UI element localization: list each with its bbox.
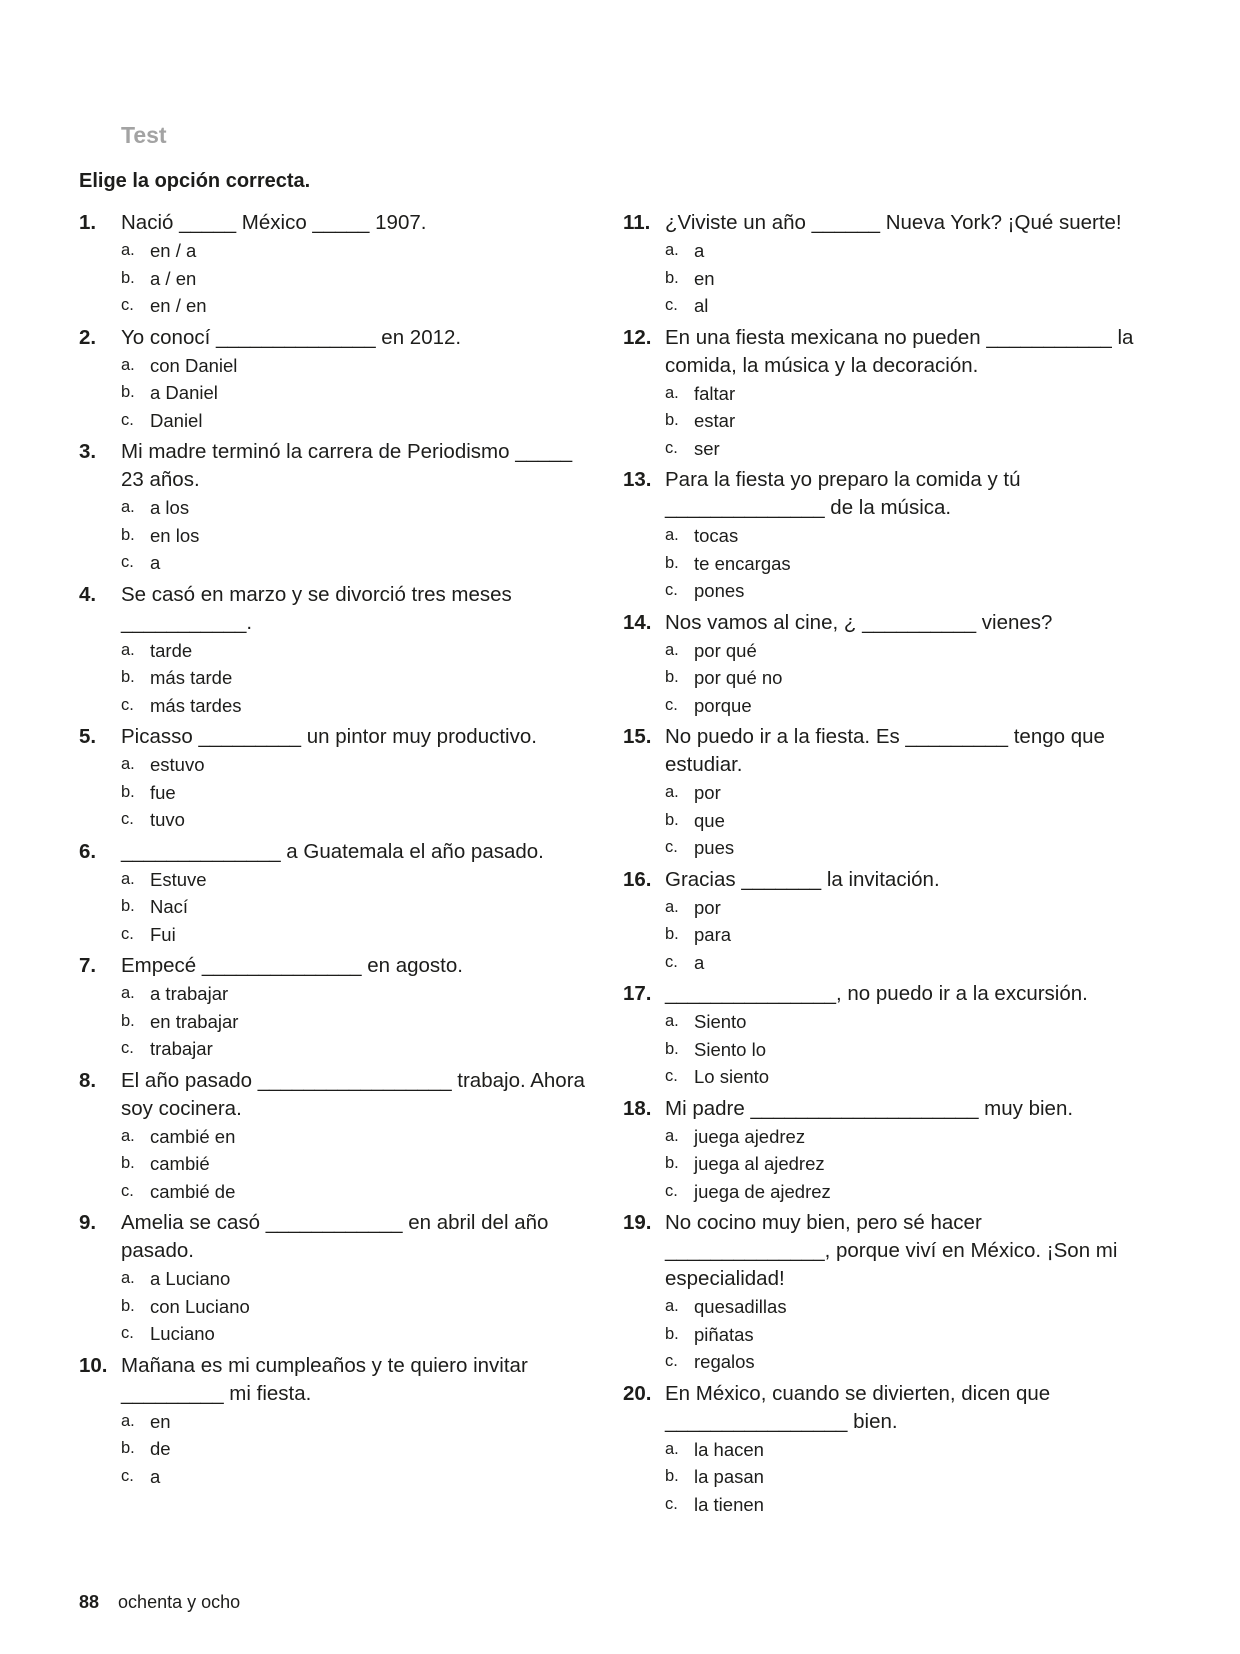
option-text: con Luciano xyxy=(150,1295,250,1317)
answer-option xyxy=(121,1178,599,1206)
option-letter: c. xyxy=(121,1466,134,1485)
question-text: Yo conocí ______________ en 2012. xyxy=(121,325,462,349)
answer-option xyxy=(121,237,599,265)
question-text: Amelia se casó ____________ en abril del año pasado. xyxy=(121,1211,549,1262)
option-text: Estuve xyxy=(150,868,207,890)
option-letter: c. xyxy=(665,581,678,599)
option-letter: a. xyxy=(121,498,135,516)
option-letter: a. xyxy=(121,1411,135,1430)
option-text: a trabajar xyxy=(150,983,229,1004)
option-text: pues xyxy=(694,837,735,858)
option-letter: b. xyxy=(121,897,135,915)
option-letter: b. xyxy=(665,268,679,287)
answer-option xyxy=(665,380,1143,408)
option-text: la hacen xyxy=(694,1438,764,1460)
answer-option xyxy=(665,1150,1143,1178)
answer-option xyxy=(121,1123,599,1151)
answer-option xyxy=(665,1036,1143,1064)
option-letter: b. xyxy=(665,1039,679,1058)
option-letter: a. xyxy=(665,640,679,659)
question-number: 11. xyxy=(623,211,651,234)
option-letter: c. xyxy=(665,296,678,314)
option-text: Siento lo xyxy=(694,1038,766,1060)
question-number: 19. xyxy=(623,1211,652,1234)
answer-option xyxy=(665,949,1143,977)
question-item xyxy=(623,1209,1143,1376)
question-item xyxy=(623,723,1143,862)
option-letter: a. xyxy=(121,640,135,659)
option-letter: b. xyxy=(665,1467,679,1485)
question-number: 17. xyxy=(623,982,652,1005)
option-letter: c. xyxy=(665,838,678,856)
question-text: _______________, no puedo ir a la excursión. xyxy=(665,982,1088,1005)
option-text: por xyxy=(694,782,721,803)
question-item xyxy=(623,609,1143,720)
option-text: Fui xyxy=(150,923,176,945)
answer-options xyxy=(665,779,1143,862)
answer-option xyxy=(665,921,1143,949)
option-text: cambié en xyxy=(150,1125,236,1147)
question-text: Se casó en marzo y se divorció tres meses ___________. xyxy=(121,582,512,634)
option-letter: a. xyxy=(665,1297,679,1315)
answer-options xyxy=(121,1123,599,1206)
answer-option xyxy=(665,779,1143,807)
question-number: 10. xyxy=(79,1353,108,1377)
answer-options xyxy=(665,380,1143,463)
option-letter: b. xyxy=(121,1439,135,1457)
answer-option xyxy=(665,1008,1143,1036)
questions-column-left xyxy=(79,209,599,1494)
question-number: 1. xyxy=(79,211,97,234)
page-number-words: ochenta y ocho xyxy=(118,1592,241,1612)
option-letter: a. xyxy=(665,383,679,402)
answer-option xyxy=(665,1436,1143,1464)
question-number: 7. xyxy=(79,954,97,977)
answer-option xyxy=(121,751,599,779)
option-text: por xyxy=(694,896,721,918)
option-letter: b. xyxy=(121,383,135,401)
question-number: 20. xyxy=(623,1381,652,1405)
question-item xyxy=(623,1380,1143,1519)
answer-option xyxy=(121,1035,599,1063)
answer-option xyxy=(121,664,599,692)
answer-options xyxy=(121,980,599,1063)
answer-option xyxy=(665,834,1143,862)
option-letter: c. xyxy=(121,410,134,429)
option-text: tarde xyxy=(150,639,193,661)
option-letter: c. xyxy=(121,1181,134,1200)
option-letter: a. xyxy=(665,241,679,259)
option-letter: b. xyxy=(121,525,135,544)
question-text: Mi madre terminó la carrera de Periodismo _____ 23 años. xyxy=(121,440,573,491)
answer-option xyxy=(665,1463,1143,1491)
answer-options xyxy=(665,894,1143,977)
option-text: cambié xyxy=(150,1153,210,1174)
answer-option xyxy=(665,637,1143,665)
answer-option xyxy=(665,894,1143,922)
option-letter: b. xyxy=(665,553,679,572)
answer-option xyxy=(665,807,1143,835)
option-letter: a. xyxy=(121,755,135,773)
option-letter: b. xyxy=(665,1154,679,1172)
option-letter: c. xyxy=(121,296,134,314)
question-number: 3. xyxy=(79,440,97,463)
question-number: 6. xyxy=(79,839,97,863)
option-text: juega al ajedrez xyxy=(694,1153,825,1174)
question-text: No cocino muy bien, pero sé hacer ______________, porque viví en México. ¡Son mi especialidad! xyxy=(665,1211,1118,1290)
option-text: a / en xyxy=(150,267,197,289)
answer-option xyxy=(665,292,1143,320)
option-letter: a. xyxy=(665,1126,679,1145)
question-number: 9. xyxy=(79,1211,97,1234)
option-letter: b. xyxy=(121,268,135,287)
question-text: En México, cuando se divierten, dicen que ________________ bien. xyxy=(665,1381,1051,1433)
option-text: a Daniel xyxy=(150,382,218,403)
option-letter: b. xyxy=(121,1154,135,1172)
option-letter: c. xyxy=(665,952,678,971)
question-item xyxy=(623,866,1143,977)
option-text: Daniel xyxy=(150,409,203,431)
answer-options xyxy=(665,522,1143,605)
answer-option xyxy=(121,1320,599,1348)
option-letter: a. xyxy=(665,1439,679,1458)
question-text: Nació _____ México _____ 1907. xyxy=(121,211,427,234)
question-text: Empecé ______________ en agosto. xyxy=(121,954,463,977)
option-text: por qué xyxy=(694,639,757,661)
question-text: En una fiesta mexicana no pueden ___________ la comida, la música y la decoración. xyxy=(665,325,1134,377)
option-letter: b. xyxy=(121,1296,135,1315)
answer-options xyxy=(665,1436,1143,1519)
question-number: 8. xyxy=(79,1068,97,1092)
answer-options xyxy=(121,751,599,834)
question-text: El año pasado _________________ trabajo. Ahora soy cocinera. xyxy=(121,1068,585,1120)
option-text: piñatas xyxy=(694,1323,754,1345)
answer-option xyxy=(665,237,1143,265)
option-letter: b. xyxy=(121,782,135,801)
answer-option xyxy=(121,292,599,320)
option-letter: c. xyxy=(665,438,678,457)
answer-option xyxy=(665,577,1143,605)
option-letter: c. xyxy=(121,810,134,828)
option-text: a los xyxy=(150,497,190,518)
answer-option xyxy=(121,692,599,720)
option-letter: a. xyxy=(121,1269,135,1287)
question-item xyxy=(79,838,599,949)
answer-option xyxy=(121,1293,599,1321)
answer-option xyxy=(121,1008,599,1036)
answer-option xyxy=(665,1321,1143,1349)
option-letter: c. xyxy=(121,695,134,714)
option-text: juega de ajedrez xyxy=(694,1180,831,1202)
answer-option xyxy=(665,1063,1143,1091)
option-text: regalos xyxy=(694,1351,755,1372)
option-letter: c. xyxy=(665,695,678,714)
option-text: más tardes xyxy=(150,694,242,716)
answer-options xyxy=(121,637,599,720)
option-text: pones xyxy=(694,580,745,601)
answer-option xyxy=(121,806,599,834)
question-number: 14. xyxy=(623,610,652,634)
question-item xyxy=(79,324,599,435)
question-text: ¿Viviste un año ______ Nueva York? ¡Qué suerte! xyxy=(665,211,1122,234)
answer-option xyxy=(665,407,1143,435)
option-letter: b. xyxy=(121,1011,135,1030)
answer-option xyxy=(121,779,599,807)
answer-option xyxy=(665,435,1143,463)
option-text: en los xyxy=(150,524,200,546)
option-text: más tarde xyxy=(150,667,233,688)
answer-options xyxy=(121,494,599,577)
answer-option xyxy=(121,494,599,522)
question-item xyxy=(623,1095,1143,1206)
answer-option xyxy=(665,1123,1143,1151)
answer-options xyxy=(121,352,599,435)
option-text: faltar xyxy=(694,382,736,404)
option-text: en / en xyxy=(150,295,207,316)
answer-option xyxy=(121,1408,599,1436)
answer-options xyxy=(665,1293,1143,1376)
option-text: con Daniel xyxy=(150,354,238,376)
option-text: tocas xyxy=(694,525,739,546)
answer-option xyxy=(665,1293,1143,1321)
answer-option xyxy=(121,866,599,894)
option-letter: b. xyxy=(665,668,679,686)
option-letter: c. xyxy=(121,1039,134,1057)
question-item xyxy=(79,438,599,577)
option-letter: c. xyxy=(121,1324,134,1342)
option-text: por qué no xyxy=(694,667,783,688)
option-text: que xyxy=(694,809,725,831)
answer-option xyxy=(121,522,599,550)
question-number: 5. xyxy=(79,725,97,748)
question-item xyxy=(79,209,599,320)
option-text: a xyxy=(150,1465,161,1487)
option-text: Luciano xyxy=(150,1323,215,1344)
option-text: al xyxy=(694,295,709,316)
question-item xyxy=(623,466,1143,605)
answer-option xyxy=(665,664,1143,692)
option-letter: a. xyxy=(665,897,679,916)
option-letter: c. xyxy=(121,924,134,943)
option-letter: b. xyxy=(665,925,679,943)
section-title: Test xyxy=(121,122,167,148)
answer-option xyxy=(121,549,599,577)
question-item xyxy=(79,952,599,1063)
answer-options xyxy=(665,637,1143,720)
answer-option xyxy=(665,1491,1143,1519)
option-text: Lo siento xyxy=(694,1066,770,1087)
answer-options xyxy=(121,237,599,320)
question-text: Nos vamos al cine, ¿ __________ vienes? xyxy=(665,610,1053,634)
option-letter: a. xyxy=(121,355,135,374)
question-item xyxy=(79,1209,599,1348)
option-text: en xyxy=(150,1410,171,1432)
question-number: 4. xyxy=(79,582,97,606)
answer-option xyxy=(665,265,1143,293)
answer-option xyxy=(121,1265,599,1293)
option-letter: c. xyxy=(665,1352,678,1370)
option-text: Siento xyxy=(694,1011,747,1032)
question-number: 15. xyxy=(623,725,652,748)
option-text: estar xyxy=(694,410,736,431)
question-number: 12. xyxy=(623,325,652,349)
option-letter: c. xyxy=(665,1494,678,1513)
question-item xyxy=(623,980,1143,1091)
question-item xyxy=(623,324,1143,463)
option-letter: c. xyxy=(665,1181,678,1200)
option-text: en xyxy=(694,267,715,289)
option-letter: a. xyxy=(121,984,135,1002)
question-number: 16. xyxy=(623,867,652,891)
option-text: en trabajar xyxy=(150,1010,239,1032)
option-text: porque xyxy=(694,694,752,716)
question-number: 2. xyxy=(79,325,97,349)
page-footer xyxy=(79,1592,240,1613)
answer-option xyxy=(665,1348,1143,1376)
page-number: 88 xyxy=(79,1592,100,1612)
answer-options xyxy=(121,1408,599,1491)
option-text: quesadillas xyxy=(694,1296,787,1317)
answer-options xyxy=(665,1123,1143,1206)
option-letter: a. xyxy=(665,783,679,801)
option-letter: b. xyxy=(665,810,679,829)
option-text: estuvo xyxy=(150,754,205,775)
answer-option xyxy=(121,921,599,949)
option-letter: a. xyxy=(121,869,135,888)
answer-options xyxy=(665,1008,1143,1091)
answer-option xyxy=(121,265,599,293)
answer-option xyxy=(121,637,599,665)
option-letter: a. xyxy=(665,1012,679,1030)
option-letter: b. xyxy=(665,1324,679,1343)
questions-column-right xyxy=(623,209,1143,1522)
option-letter: b. xyxy=(665,411,679,429)
option-text: a xyxy=(694,951,705,973)
option-text: juega ajedrez xyxy=(694,1125,806,1147)
instructions: Elige la opción correcta. xyxy=(79,170,311,192)
question-text: Mañana es mi cumpleaños y te quiero invitar _________ mi fiesta. xyxy=(121,1353,528,1405)
question-text: Picasso _________ un pintor muy productivo. xyxy=(121,725,537,748)
option-letter: b. xyxy=(121,668,135,686)
answer-option xyxy=(121,1435,599,1463)
option-text: en / a xyxy=(150,240,197,261)
answer-option xyxy=(665,522,1143,550)
option-text: Nací xyxy=(150,896,189,917)
option-text: trabajar xyxy=(150,1038,213,1059)
question-text: ______________ a Guatemala el año pasado. xyxy=(121,839,544,863)
answer-options xyxy=(665,237,1143,320)
answer-options xyxy=(121,866,599,949)
option-letter: a. xyxy=(665,526,679,544)
answer-option xyxy=(121,379,599,407)
question-item xyxy=(79,723,599,834)
option-letter: c. xyxy=(121,553,134,571)
answer-options xyxy=(121,1265,599,1348)
answer-option xyxy=(121,352,599,380)
option-text: de xyxy=(150,1438,171,1459)
answer-option xyxy=(121,980,599,1008)
option-text: ser xyxy=(694,437,720,459)
question-item xyxy=(79,1067,599,1206)
option-text: cambié de xyxy=(150,1180,236,1202)
answer-option xyxy=(121,1150,599,1178)
question-text: No puedo ir a la fiesta. Es _________ tengo que estudiar. xyxy=(665,725,1105,776)
question-number: 13. xyxy=(623,468,652,491)
question-item xyxy=(79,581,599,720)
option-text: la tienen xyxy=(694,1493,764,1515)
option-letter: a. xyxy=(121,1126,135,1145)
option-text: a xyxy=(150,552,161,573)
option-text: a Luciano xyxy=(150,1268,231,1289)
question-text: Mi padre ____________________ muy bien. xyxy=(665,1096,1074,1120)
option-text: tuvo xyxy=(150,809,185,830)
option-text: te encargas xyxy=(694,552,791,574)
answer-option xyxy=(665,692,1143,720)
question-item xyxy=(79,1352,599,1491)
answer-option xyxy=(665,1178,1143,1206)
option-text: para xyxy=(694,924,732,945)
question-text: Para la fiesta yo preparo la comida y tú ______________ de la música. xyxy=(665,468,1021,519)
option-letter: a. xyxy=(121,241,135,259)
option-text: a xyxy=(694,240,705,261)
question-text: Gracias _______ la invitación. xyxy=(665,867,940,891)
option-letter: c. xyxy=(665,1067,678,1085)
option-text: la pasan xyxy=(694,1466,764,1487)
answer-option xyxy=(121,1463,599,1491)
question-item xyxy=(623,209,1143,320)
answer-option xyxy=(121,893,599,921)
answer-option xyxy=(665,550,1143,578)
option-text: fue xyxy=(150,781,176,803)
question-number: 18. xyxy=(623,1096,652,1120)
answer-option xyxy=(121,407,599,435)
